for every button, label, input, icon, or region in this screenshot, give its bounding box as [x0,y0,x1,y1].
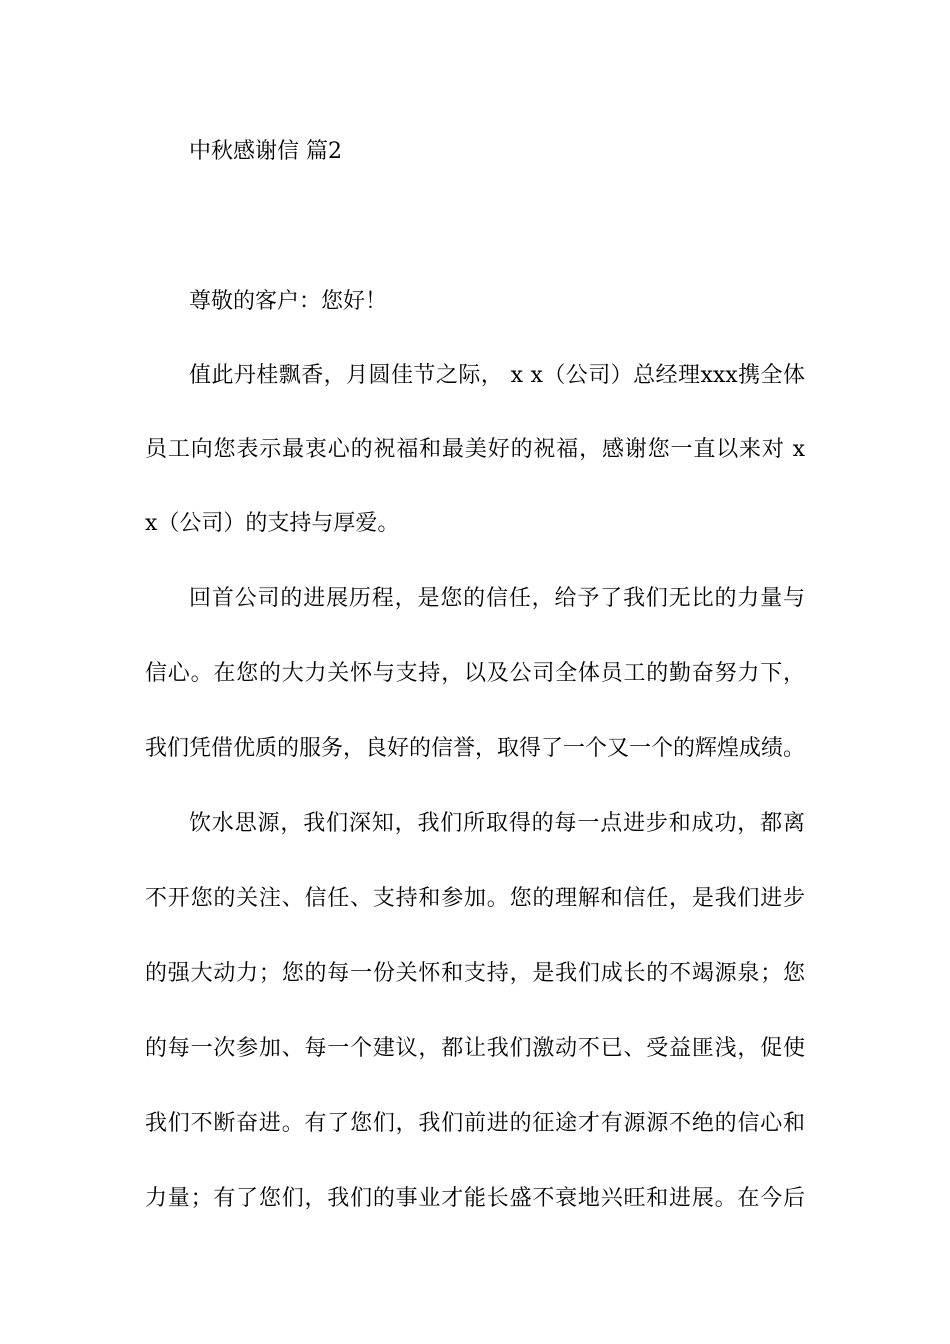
paragraph-line: 饮水思源，我们深知，我们所取得的每一点进步和成功，都离 [189,811,805,836]
paragraph-line: 的强大动力；您的每一份关怀和支持，是我们成长的不竭源泉；您 [145,961,805,986]
document-title: 中秋感谢信 篇2 [189,139,342,164]
salutation: 尊敬的客户：您好！ [189,289,388,314]
paragraph-line: 信心。在您的大力关怀与支持，以及公司全体员工的勤奋努力下， [145,661,805,686]
paragraph-line: 值此丹桂飘香，月圆佳节之际， x x（公司）总经理xxx携全体 [189,363,805,388]
paragraph-line: 回首公司的进展历程，是您的信任，给予了我们无比的力量与 [189,586,805,611]
paragraph-line: 我们不断奋进。有了您们，我们前进的征途才有源源不绝的信心和 [145,1111,805,1136]
paragraph-line: 的每一次参加、每一个建议，都让我们激动不已、受益匪浅，促使 [145,1036,805,1061]
paragraph-line: 员工向您表示最衷心的祝福和最美好的祝福，感谢您一直以来对 x [145,437,805,462]
paragraph-line: 我们凭借优质的服务，良好的信誉，取得了一个又一个的辉煌成绩。 [145,736,805,761]
paragraph-line: x（公司）的支持与厚爱。 [145,511,400,536]
paragraph-line: 不开您的关注、信任、支持和参加。您的理解和信任，是我们进步 [145,886,805,911]
paragraph-line: 力量；有了您们，我们的事业才能长盛不衰地兴旺和进展。在今后 [145,1186,805,1211]
